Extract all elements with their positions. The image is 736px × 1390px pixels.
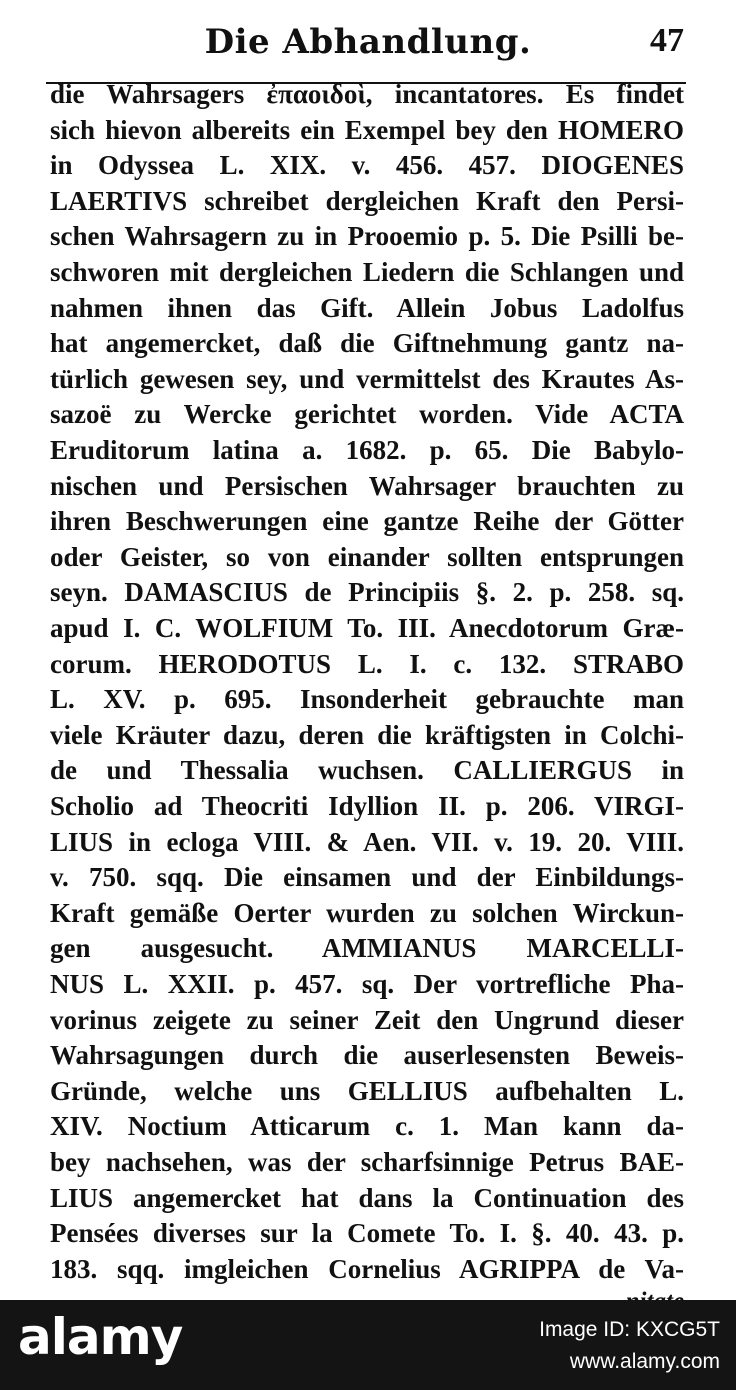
text-line: v. 750. sqq. Die einsamen und der Einbildungs- — [50, 862, 684, 893]
text-line: Eruditorum latina a. 1682. p. 65. Die Babylo- — [50, 435, 684, 465]
text-line: viele Kräuter dazu, deren die kräftigsten in Colchi- — [50, 719, 684, 750]
text-line: schen Wahrsagern zu in Prooemio p. 5. Die Psilli be- — [50, 221, 684, 252]
text-line: NUS L. XXII. p. 457. sq. Der vortrefliche Pha- — [50, 969, 684, 999]
text-line: vorinus zeigete zu seiner Zeit den Ungrund dieser — [50, 1004, 684, 1035]
page-number: 47 — [650, 22, 684, 59]
text-line: XIV. Noctium Atticarum c. 1. Man kann da- — [50, 1111, 684, 1142]
text-line: Pensées diverses sur la Comete To. I. §. 40. 43. p. — [50, 1218, 684, 1249]
text-line: die Wahrsagers ἐπαοιδοὶ, incantatores. Es findet — [50, 79, 684, 109]
text-line: Gründe, welche uns GELLIUS aufbehalten L. — [50, 1075, 684, 1106]
text-line: corum. HERODOTUS L. I. c. 132. STRABO — [50, 648, 684, 679]
text-line: ihren Beschwerungen eine gantze Reihe der Götter — [50, 506, 684, 537]
text-line: LIUS in ecloga VIII. & Aen. VII. v. 19. 20. VIII. — [50, 826, 684, 857]
stock-url-label: www.alamy.com — [569, 1350, 720, 1373]
text-line: hat angemercket, daß die Giftnehmung gantz na- — [50, 328, 684, 359]
text-line: 183. sqq. imgleichen Cornelius AGRIPPA de Va- — [50, 1253, 684, 1284]
text-line: L. XV. p. 695. Insonderheit gebrauchte man — [50, 684, 684, 715]
watermark-banner — [0, 1300, 736, 1390]
text-line: gen ausgesucht. AMMIANUS MARCELLI- — [50, 933, 684, 964]
text-line: seyn. DAMASCIUS de Principiis §. 2. p. 258. sq. — [50, 577, 684, 608]
text-line: Scholio ad Theocriti Idyllion II. p. 206. VIRGI- — [50, 791, 684, 821]
text-line: de und Thessalia wuchsen. CALLIERGUS in — [50, 755, 684, 786]
text-line: sich hievon albereits ein Exempel bey den HOMERO — [50, 114, 684, 145]
text-line: Kraft gemäße Oerter wurden zu solchen Wirckun- — [50, 897, 684, 928]
stock-logo: alamy — [18, 1308, 183, 1366]
text-line: nischen und Persischen Wahrsager brauchten zu — [50, 470, 684, 501]
image-id-label: Image ID: KXCG5T — [539, 1318, 720, 1341]
text-line: nahmen ihnen das Gift. Allein Jobus Ladolfus — [50, 292, 684, 323]
text-line: schworen mit dergleichen Liedern die Schlangen und — [50, 257, 684, 287]
text-line: türlich gewesen sey, und vermittelst des Krautes As- — [50, 363, 684, 394]
text-line: apud I. C. WOLFIUM To. III. Anecdotorum Græ- — [50, 613, 684, 643]
text-line: Wahrsagungen durch die auserlesensten Beweis- — [50, 1040, 684, 1071]
text-line: oder Geister, so von einander sollten entsprungen — [50, 541, 684, 572]
text-line: LIUS angemercket hat dans la Continuation des — [50, 1182, 684, 1213]
text-line: sazoë zu Wercke gerichtet worden. Vide ACTA — [50, 399, 684, 430]
text-line: bey nachsehen, was der scharfsinnige Petrus BAE- — [50, 1147, 684, 1177]
text-line: LAERTIVS schreibet dergleichen Kraft den Persi- — [50, 185, 684, 216]
text-line: in Odyssea L. XIX. v. 456. 457. DIOGENES — [50, 150, 684, 181]
page-heading: Die Abhandlung. — [204, 22, 532, 62]
